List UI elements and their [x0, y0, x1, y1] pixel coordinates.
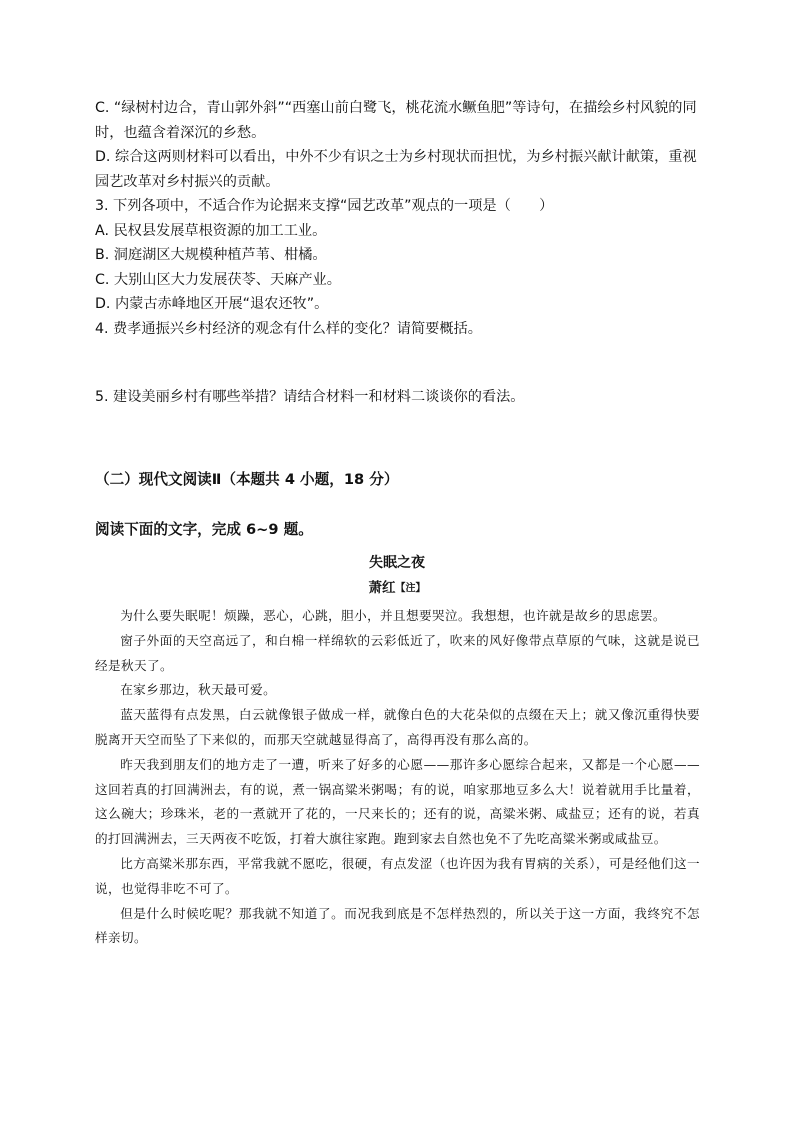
question-3-option-c: C. 大别山区大力发展茯苓、天麻产业。 — [95, 271, 341, 288]
reading-instruction: 阅读下面的文字，完成 6~9 题。 — [95, 521, 313, 538]
question-5-block — [95, 385, 705, 410]
question-3-option-a: A. 民权县发展草根资源的加工工业。 — [95, 222, 327, 239]
question-4: 4. 费孝通振兴乡村经济的观念有什么样的变化？请简要概括。 — [95, 320, 482, 337]
essay-paragraph: 为什么要失眠呢！烦躁，恶心，心跳，胆小，并且想要哭泣。我想想，也许就是故乡的思虑罢。 — [120, 608, 666, 623]
question-3-option-d: D. 内蒙古赤峰地区开展“退农还牧”。 — [95, 296, 329, 312]
essay-author-line — [0, 578, 794, 599]
essay-body — [95, 604, 700, 951]
option-c: C. “绿树村边合，青山郭外斜”“西塞山前白鹭飞，桃花流水鳜鱼肥”等诗句，在描绘乡村风貌的同时，也蕴含着深沉的乡愁。 — [95, 100, 697, 141]
option-d: D. 综合这两则材料可以看出，中外不少有识之士为乡村现状而担忧，为乡村振兴献计献策，重视园艺改革对乡村振兴的贡献。 — [95, 149, 697, 190]
section-heading: （二）现代文阅读Ⅱ（本题共 4 小题，18 分） — [95, 471, 399, 488]
question-block-options — [95, 96, 705, 341]
question-3-option-b: B. 洞庭湖区大规模种植芦苇、柑橘。 — [95, 247, 327, 263]
essay-paragraph: 昨天我到朋友们的地方走了一遭，听来了好多的心愿——那许多心愿综合起来，又都是一个心愿——这回若真的打回满洲去，有的说，煮一锅高粱米粥喝；有的说，咱家那地豆多么大！说着就用手比量着，这么碗大；珍珠米，老的一煮就开了花的，一尺来长的；还有的说，高粱米粥、咸盐豆；还有的说，若真的打回满洲去，三天两夜不吃饭，打着大旗往家跑。跑到家去自然也免不了先吃高粱米粥或咸盐豆。 — [95, 756, 700, 847]
essay-paragraph: 在家乡那边，秋天最可爱。 — [120, 682, 277, 698]
author-note-mark: 【注】 — [395, 583, 426, 594]
question-5: 5. 建设美丽乡村有哪些举措？请结合材料一和材料二谈谈你的看法。 — [95, 389, 525, 405]
question-3-stem: 3. 下列各项中，不适合作为论据来支撑“园艺改革”观点的一项是（ ） — [95, 198, 554, 214]
essay-paragraph: 比方高粱米那东西，平常我就不愿吃，很硬，有点发涩（也许因为我有胃病的关系），可是经他们这一说，也觉得非吃不可了。 — [95, 855, 700, 896]
essay-title: 失眠之夜 — [369, 555, 425, 571]
essay-paragraph: 窗子外面的天空高远了，和白棉一样绵软的云彩低近了，吹来的风好像带点草原的气味，这就是说已经是秋天了。 — [95, 632, 700, 673]
essay-author: 萧红 — [368, 580, 396, 596]
essay-paragraph: 蓝天蓝得有点发黑，白云就像银子做成一样，就像白色的大花朵似的点缀在天上；就又像沉重得快要脱离开天空而坠了下来似的，而那天空就越显得高了，高得再没有那么高的。 — [95, 707, 700, 747]
essay-paragraph: 但是什么时候吃呢？那我就不知道了。而况我到底是不怎样热烈的，所以关于这一方面，我终究不怎样亲切。 — [95, 905, 700, 946]
